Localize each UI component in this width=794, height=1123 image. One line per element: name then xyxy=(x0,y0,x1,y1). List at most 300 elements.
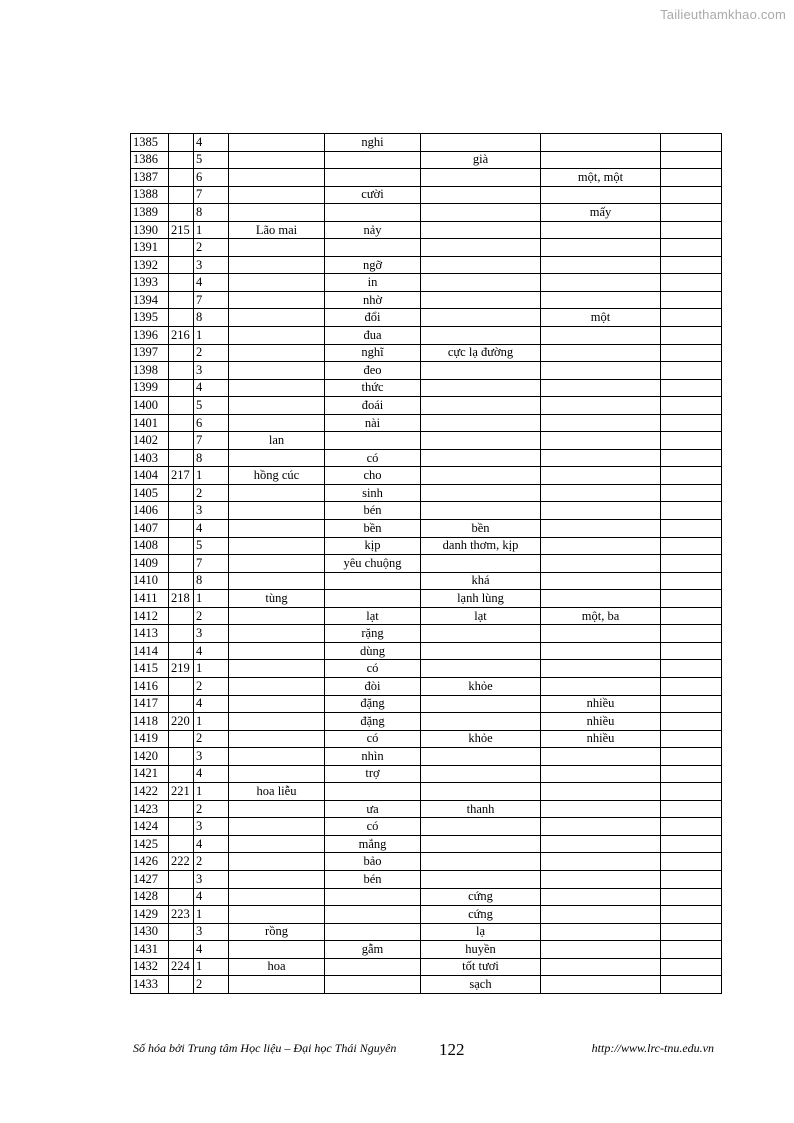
table-cell: bền xyxy=(421,520,541,538)
table-row xyxy=(131,713,722,731)
table-cell: rồng xyxy=(229,923,325,941)
table-cell xyxy=(661,818,722,836)
table-cell xyxy=(541,449,661,467)
table-cell: 4 xyxy=(194,765,229,783)
table-cell xyxy=(541,660,661,678)
table-cell: 1415 xyxy=(131,660,169,678)
table-cell xyxy=(169,888,194,906)
table-cell: 4 xyxy=(194,642,229,660)
table-cell: bén xyxy=(325,870,421,888)
table-cell: 4 xyxy=(194,134,229,152)
table-cell: nhìn xyxy=(325,748,421,766)
table-cell: 1419 xyxy=(131,730,169,748)
table-cell: 220 xyxy=(169,713,194,731)
table-cell: 1413 xyxy=(131,625,169,643)
table-cell xyxy=(541,835,661,853)
table-cell: nài xyxy=(325,414,421,432)
table-cell: mấy xyxy=(541,204,661,222)
table-cell xyxy=(229,642,325,660)
table-cell: 1422 xyxy=(131,783,169,801)
table-cell xyxy=(661,642,722,660)
table-cell: 1405 xyxy=(131,484,169,502)
table-cell xyxy=(661,941,722,959)
table-cell: 1418 xyxy=(131,713,169,731)
table-cell: 223 xyxy=(169,906,194,924)
table-cell: 1420 xyxy=(131,748,169,766)
table-cell xyxy=(541,186,661,204)
table-cell: có xyxy=(325,660,421,678)
table-cell xyxy=(229,572,325,590)
table-cell: hoa xyxy=(229,958,325,976)
table-row xyxy=(131,186,722,204)
table-cell xyxy=(661,800,722,818)
table-cell: bảo xyxy=(325,853,421,871)
table-cell xyxy=(229,520,325,538)
table-cell xyxy=(169,607,194,625)
table-cell xyxy=(541,853,661,871)
table-cell: đòi xyxy=(325,677,421,695)
table-cell: 1 xyxy=(194,467,229,485)
table-cell xyxy=(541,397,661,415)
table-cell xyxy=(229,484,325,502)
table-cell xyxy=(661,467,722,485)
table-cell: 5 xyxy=(194,537,229,555)
table-cell: 1389 xyxy=(131,204,169,222)
table-cell: 222 xyxy=(169,853,194,871)
table-cell: 1431 xyxy=(131,941,169,959)
table-cell: 1 xyxy=(194,713,229,731)
table-cell xyxy=(229,169,325,187)
table-cell: 216 xyxy=(169,327,194,345)
table-cell: 2 xyxy=(194,677,229,695)
table-cell: nhiều xyxy=(541,695,661,713)
table-cell xyxy=(229,134,325,152)
table-cell: in xyxy=(325,274,421,292)
table-cell: 1409 xyxy=(131,555,169,573)
table-cell: Lão mai xyxy=(229,221,325,239)
table-cell xyxy=(169,870,194,888)
table-cell: 1428 xyxy=(131,888,169,906)
table-row xyxy=(131,555,722,573)
table-cell xyxy=(229,748,325,766)
table-cell: 1 xyxy=(194,221,229,239)
table-cell: 1 xyxy=(194,958,229,976)
table-cell: đặng xyxy=(325,713,421,731)
table-cell: nghĩ xyxy=(325,344,421,362)
table-cell xyxy=(229,449,325,467)
table-cell: 6 xyxy=(194,169,229,187)
table-cell xyxy=(541,800,661,818)
table-cell xyxy=(169,449,194,467)
table-cell: lạt xyxy=(325,607,421,625)
table-cell: cho xyxy=(325,467,421,485)
table-row xyxy=(131,291,722,309)
table-cell xyxy=(661,449,722,467)
table-cell xyxy=(421,818,541,836)
table-cell xyxy=(421,695,541,713)
table-cell xyxy=(229,151,325,169)
table-cell: thức xyxy=(325,379,421,397)
table-cell xyxy=(661,520,722,538)
table-cell xyxy=(541,432,661,450)
table-cell xyxy=(229,362,325,380)
table-cell: sạch xyxy=(421,976,541,994)
table-cell: 2 xyxy=(194,607,229,625)
table-cell: 1391 xyxy=(131,239,169,257)
table-cell xyxy=(325,976,421,994)
table-cell xyxy=(661,502,722,520)
table-cell: 1426 xyxy=(131,853,169,871)
table-cell xyxy=(169,379,194,397)
table-cell xyxy=(325,169,421,187)
table-cell xyxy=(421,449,541,467)
table-cell: đặng xyxy=(325,695,421,713)
table-cell xyxy=(541,221,661,239)
table-cell: 4 xyxy=(194,379,229,397)
table-cell xyxy=(661,590,722,608)
table-cell xyxy=(541,291,661,309)
table-cell: 1417 xyxy=(131,695,169,713)
table-cell xyxy=(541,748,661,766)
table-cell xyxy=(661,888,722,906)
table-cell xyxy=(169,835,194,853)
table-cell xyxy=(661,134,722,152)
table-cell: 1394 xyxy=(131,291,169,309)
table-cell xyxy=(229,941,325,959)
table-cell xyxy=(421,853,541,871)
table-row xyxy=(131,572,722,590)
table-cell xyxy=(661,765,722,783)
table-cell xyxy=(325,888,421,906)
table-cell xyxy=(541,642,661,660)
table-cell xyxy=(541,555,661,573)
table-cell xyxy=(229,818,325,836)
table-cell xyxy=(169,344,194,362)
table-cell xyxy=(169,765,194,783)
table-cell xyxy=(421,309,541,327)
table-cell: nhờ xyxy=(325,291,421,309)
table-cell: 7 xyxy=(194,555,229,573)
table-cell xyxy=(661,853,722,871)
table-cell: 3 xyxy=(194,625,229,643)
table-cell xyxy=(541,976,661,994)
table-cell xyxy=(421,642,541,660)
table-cell xyxy=(421,870,541,888)
table-cell: khỏe xyxy=(421,730,541,748)
table-cell: 215 xyxy=(169,221,194,239)
table-cell xyxy=(169,625,194,643)
table-cell xyxy=(661,923,722,941)
table-cell: 1 xyxy=(194,783,229,801)
table-cell: thanh xyxy=(421,800,541,818)
table-cell xyxy=(325,923,421,941)
table-cell xyxy=(661,730,722,748)
table-cell: dùng xyxy=(325,642,421,660)
table-row xyxy=(131,730,722,748)
table-row xyxy=(131,853,722,871)
table-cell xyxy=(325,432,421,450)
table-cell xyxy=(541,362,661,380)
table-cell: 8 xyxy=(194,572,229,590)
table-cell: 1393 xyxy=(131,274,169,292)
table-row xyxy=(131,660,722,678)
table-cell xyxy=(541,870,661,888)
table-row xyxy=(131,976,722,994)
table-cell: 1412 xyxy=(131,607,169,625)
table-cell xyxy=(541,572,661,590)
table-row xyxy=(131,818,722,836)
table-cell: 219 xyxy=(169,660,194,678)
table-cell: 217 xyxy=(169,467,194,485)
table-cell: bền xyxy=(325,520,421,538)
table-cell xyxy=(421,379,541,397)
table-cell xyxy=(421,397,541,415)
table-cell xyxy=(421,134,541,152)
table-cell: lạ xyxy=(421,923,541,941)
table-row xyxy=(131,256,722,274)
footer-url: http://www.lrc-tnu.edu.vn xyxy=(591,1041,714,1055)
table-cell xyxy=(421,256,541,274)
table-cell xyxy=(229,660,325,678)
table-cell xyxy=(169,309,194,327)
table-cell xyxy=(661,695,722,713)
table-cell: 1429 xyxy=(131,906,169,924)
table-cell xyxy=(421,467,541,485)
table-cell xyxy=(541,958,661,976)
table-cell xyxy=(229,835,325,853)
table-cell: 1432 xyxy=(131,958,169,976)
table-cell xyxy=(541,590,661,608)
table-cell xyxy=(421,186,541,204)
table-cell xyxy=(325,958,421,976)
table-cell xyxy=(169,186,194,204)
table-row xyxy=(131,134,722,152)
table-cell: 3 xyxy=(194,256,229,274)
table-cell xyxy=(661,327,722,345)
table-cell: 1386 xyxy=(131,151,169,169)
table-row xyxy=(131,906,722,924)
table-cell: một, một xyxy=(541,169,661,187)
table-cell xyxy=(421,169,541,187)
table-cell xyxy=(661,625,722,643)
table-cell xyxy=(541,484,661,502)
table-cell xyxy=(169,134,194,152)
table-cell xyxy=(421,748,541,766)
table-row xyxy=(131,625,722,643)
table-cell: 4 xyxy=(194,941,229,959)
table-cell xyxy=(229,695,325,713)
table-cell xyxy=(541,818,661,836)
table-cell: danh thơm, kịp xyxy=(421,537,541,555)
table-cell xyxy=(541,414,661,432)
table-cell: khá xyxy=(421,572,541,590)
table-cell: 3 xyxy=(194,362,229,380)
table-cell: 1396 xyxy=(131,327,169,345)
table-cell xyxy=(229,906,325,924)
table-cell: mắng xyxy=(325,835,421,853)
table-cell: huyền xyxy=(421,941,541,959)
table-cell: cứng xyxy=(421,888,541,906)
table-cell: 1424 xyxy=(131,818,169,836)
table-row xyxy=(131,484,722,502)
watermark: Tailieuthamkhao.com xyxy=(660,7,786,22)
table-cell: 1399 xyxy=(131,379,169,397)
table-cell: nghi xyxy=(325,134,421,152)
table-cell xyxy=(229,397,325,415)
table-cell xyxy=(421,362,541,380)
table-cell: 3 xyxy=(194,818,229,836)
table-cell: ngỡ xyxy=(325,256,421,274)
table-cell: 1395 xyxy=(131,309,169,327)
table-cell xyxy=(169,414,194,432)
table-cell: lạt xyxy=(421,607,541,625)
table-cell xyxy=(169,941,194,959)
table-row xyxy=(131,432,722,450)
table-cell xyxy=(541,134,661,152)
table-cell: đeo xyxy=(325,362,421,380)
table-cell: 3 xyxy=(194,870,229,888)
table-cell xyxy=(229,414,325,432)
table-cell: 6 xyxy=(194,414,229,432)
table-row xyxy=(131,607,722,625)
table-cell: 221 xyxy=(169,783,194,801)
table-row xyxy=(131,204,722,222)
table-cell xyxy=(541,537,661,555)
table-cell: 2 xyxy=(194,800,229,818)
table-cell: 1392 xyxy=(131,256,169,274)
table-cell: cười xyxy=(325,186,421,204)
table-cell: 224 xyxy=(169,958,194,976)
table-cell xyxy=(661,344,722,362)
table-cell xyxy=(661,256,722,274)
table-cell xyxy=(229,239,325,257)
table-cell: trợ xyxy=(325,765,421,783)
table-row xyxy=(131,502,722,520)
table-cell xyxy=(421,765,541,783)
table-cell xyxy=(661,537,722,555)
table-cell xyxy=(325,151,421,169)
table-cell: một xyxy=(541,309,661,327)
table-cell: 1403 xyxy=(131,449,169,467)
table-cell xyxy=(541,344,661,362)
table-row xyxy=(131,642,722,660)
table-row xyxy=(131,765,722,783)
table-cell: 2 xyxy=(194,976,229,994)
table-cell xyxy=(421,274,541,292)
table-cell: tùng xyxy=(229,590,325,608)
table-cell xyxy=(169,677,194,695)
table-row xyxy=(131,397,722,415)
table-cell: 1 xyxy=(194,590,229,608)
table-cell xyxy=(541,941,661,959)
table-cell xyxy=(229,204,325,222)
table-cell xyxy=(169,695,194,713)
table-cell xyxy=(169,169,194,187)
table-row xyxy=(131,327,722,345)
table-cell xyxy=(421,625,541,643)
table-cell: 1407 xyxy=(131,520,169,538)
table-cell: đoái xyxy=(325,397,421,415)
table-cell xyxy=(541,625,661,643)
table-cell xyxy=(661,484,722,502)
table-cell xyxy=(661,204,722,222)
table-cell xyxy=(541,888,661,906)
table-cell xyxy=(661,677,722,695)
table-cell xyxy=(541,256,661,274)
table-cell xyxy=(229,677,325,695)
table-cell xyxy=(661,379,722,397)
table-cell xyxy=(421,555,541,573)
table-row xyxy=(131,449,722,467)
table-cell xyxy=(661,835,722,853)
table-cell: 1414 xyxy=(131,642,169,660)
table-cell xyxy=(661,783,722,801)
table-cell xyxy=(169,800,194,818)
table-row xyxy=(131,870,722,888)
table-cell xyxy=(661,221,722,239)
table-cell xyxy=(661,748,722,766)
table-cell xyxy=(169,291,194,309)
table-cell xyxy=(169,642,194,660)
table-row xyxy=(131,923,722,941)
table-cell xyxy=(661,274,722,292)
table-cell xyxy=(169,555,194,573)
table-cell: lạnh lùng xyxy=(421,590,541,608)
footer-source: Số hóa bởi Trung tâm Học liệu – Đại học Thái Nguyên xyxy=(133,1041,397,1055)
table-cell: có xyxy=(325,449,421,467)
table-cell xyxy=(541,765,661,783)
table-cell xyxy=(169,520,194,538)
table-cell xyxy=(169,151,194,169)
table-cell xyxy=(541,239,661,257)
table-cell xyxy=(325,572,421,590)
table-row xyxy=(131,941,722,959)
table-row xyxy=(131,169,722,187)
table-row xyxy=(131,800,722,818)
table-cell: 2 xyxy=(194,484,229,502)
table-cell xyxy=(229,625,325,643)
table-cell: cứng xyxy=(421,906,541,924)
table-row xyxy=(131,151,722,169)
table-cell xyxy=(229,274,325,292)
table-cell xyxy=(541,923,661,941)
table-cell: 2 xyxy=(194,730,229,748)
table-cell xyxy=(421,713,541,731)
table-row xyxy=(131,520,722,538)
table-cell: 1400 xyxy=(131,397,169,415)
table-cell xyxy=(169,572,194,590)
table-cell: 1401 xyxy=(131,414,169,432)
table-cell xyxy=(661,151,722,169)
table-cell xyxy=(661,362,722,380)
table-cell: 1410 xyxy=(131,572,169,590)
table-cell: 3 xyxy=(194,748,229,766)
table-cell xyxy=(229,730,325,748)
table-cell: 4 xyxy=(194,695,229,713)
table-row xyxy=(131,748,722,766)
table-cell xyxy=(169,976,194,994)
table-cell: 1397 xyxy=(131,344,169,362)
table-cell xyxy=(325,239,421,257)
table-cell xyxy=(661,976,722,994)
table-row xyxy=(131,274,722,292)
table-cell xyxy=(229,976,325,994)
table-cell xyxy=(661,870,722,888)
table-cell xyxy=(541,274,661,292)
table-cell xyxy=(661,555,722,573)
table-cell xyxy=(325,204,421,222)
table-cell xyxy=(169,502,194,520)
